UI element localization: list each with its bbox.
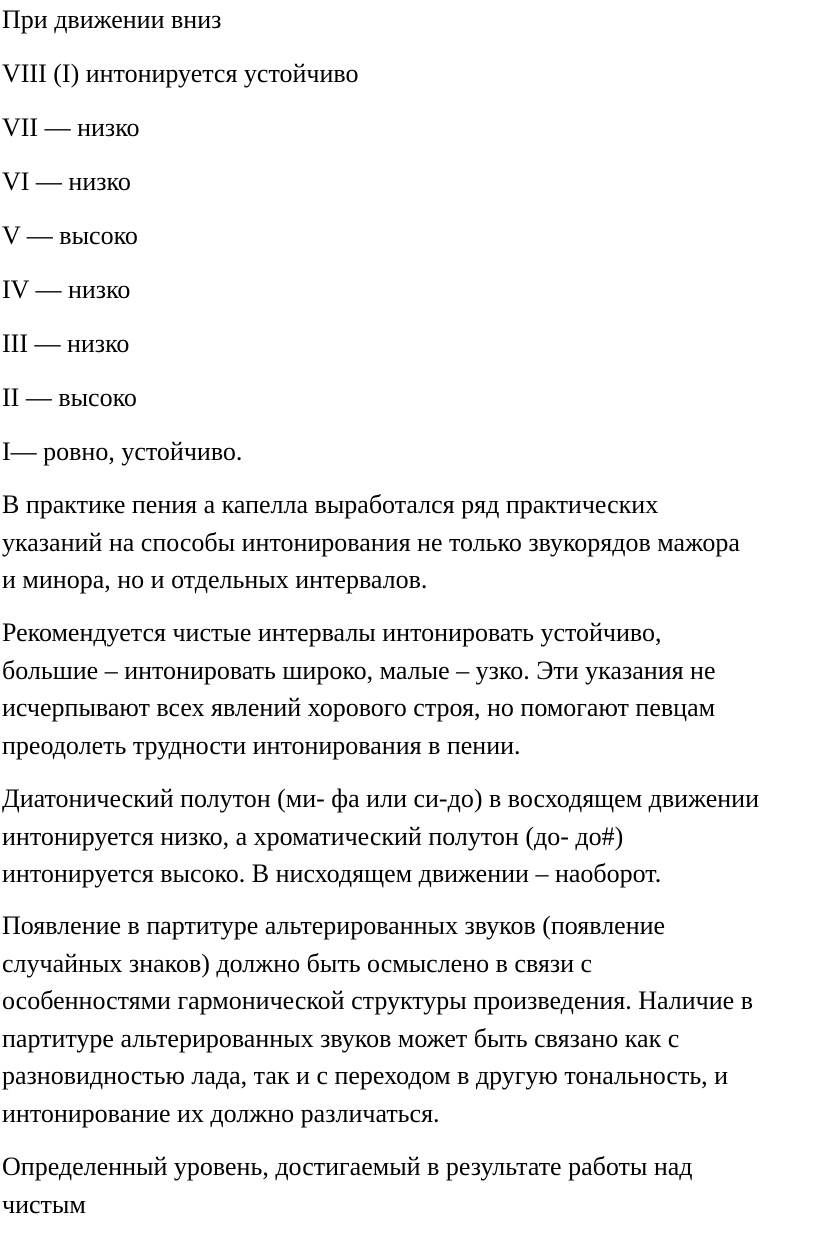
paragraph-line: Определенный уровень, достигаемый в результате работы над (2, 1152, 693, 1181)
paragraph-line: и минора, но и отдельных интервалов. (2, 565, 428, 595)
paragraph-line: чистым (2, 1189, 86, 1219)
list-heading: При движении вниз (2, 5, 222, 34)
paragraph-line: интонирование их должно различаться. (2, 1098, 440, 1128)
paragraph-semitones (2, 780, 814, 893)
degree-line-vii: VII — низко (2, 113, 140, 142)
paragraph-line: преодолеть трудности интонирования в пении. (2, 730, 521, 760)
degree-line-iii: III — низко (2, 329, 130, 358)
paragraph-line: партитуре альтерированных звуков может быть связано как с (2, 1023, 680, 1053)
paragraph-line: разновидностью лада, так и с переходом в другую тональность, и (2, 1061, 729, 1091)
paragraph-level-reached (2, 1148, 814, 1223)
paragraph-line: Появление в партитуре альтерированных звуков (появление (2, 911, 666, 940)
paragraph-interval-recommendations (2, 614, 814, 764)
degree-line-i: I— ровно, устойчиво. (2, 437, 243, 466)
degree-line-vi: VI — низко (2, 167, 131, 196)
paragraph-line: большие – интонировать широко, малые – узко. Эти указания не (2, 655, 716, 685)
paragraph-line: указаний на способы интонирования не только звукорядов мажора (2, 527, 740, 557)
degree-line-v: V — высоко (2, 221, 138, 250)
degree-line-viii: VIII (I) интонируется устойчиво (2, 59, 359, 88)
degree-line-iv: IV — низко (2, 275, 131, 304)
paragraph-line: интонируется высоко. В нисходящем движении – наоборот. (2, 859, 662, 889)
paragraph-line: В практике пения а капелла выработался ряд практических (2, 490, 659, 519)
paragraph-line: случайных знаков) должно быть осмыслено в связи с (2, 948, 593, 978)
paragraph-line: Рекомендуется чистые интервалы интонировать устойчиво, (2, 618, 662, 647)
paragraph-a-cappella-practice (2, 486, 814, 599)
paragraph-altered-sounds (2, 907, 814, 1133)
paragraph-line: интонируется низко, а хроматический полутон (до- до#) (2, 821, 624, 851)
degree-line-ii: II — высоко (2, 383, 137, 412)
paragraph-line: исчерпывают всех явлений хорового строя, но помогают певцам (2, 693, 716, 723)
paragraph-line: Диатонический полутон (ми- фа или си-до) в восходящем движении (2, 784, 759, 813)
paragraph-line: особенностями гармонической структуры произведения. Наличие в (2, 986, 753, 1016)
